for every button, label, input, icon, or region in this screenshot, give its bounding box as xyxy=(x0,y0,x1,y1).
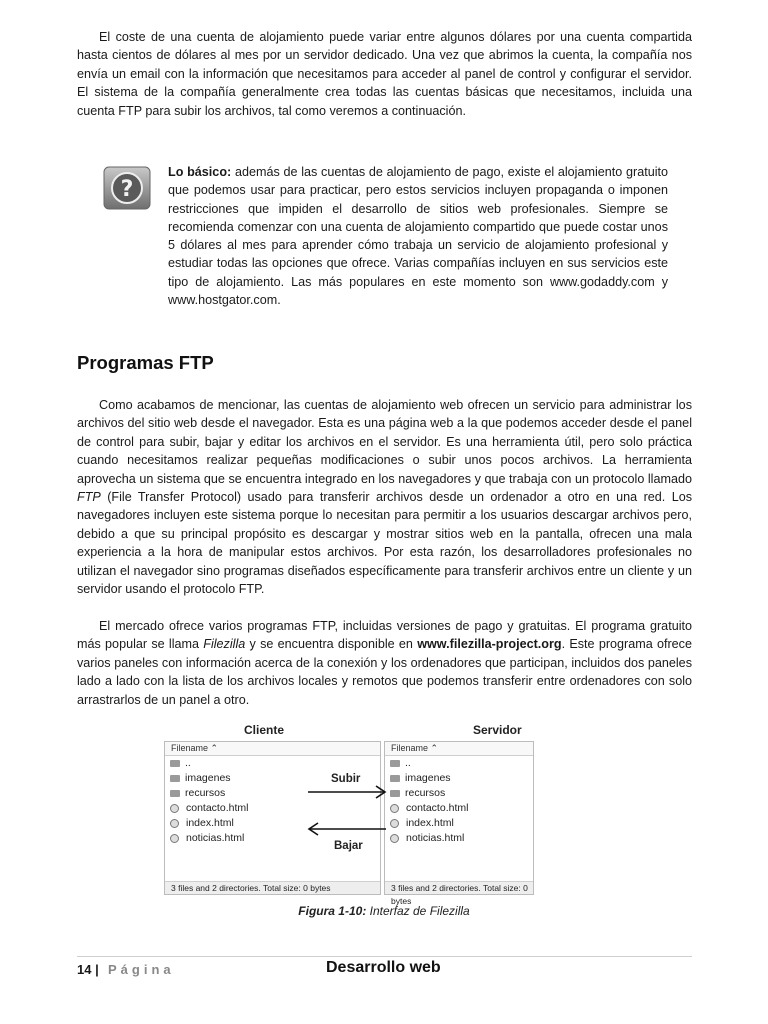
svg-text:?: ? xyxy=(120,177,134,202)
filezilla-link[interactable]: www.filezilla-project.org xyxy=(417,637,562,652)
folder-icon xyxy=(390,775,400,782)
figure-caption xyxy=(0,904,768,918)
client-file-name: noticias.html xyxy=(186,832,245,844)
server-file-name: noticias.html xyxy=(406,832,465,844)
client-file-name: .. xyxy=(185,757,191,769)
server-file-name: index.html xyxy=(406,817,454,829)
client-column-header[interactable]: Filename ⌃ xyxy=(165,742,380,756)
server-column-header[interactable]: Filename ⌃ xyxy=(385,742,533,756)
server-file-row[interactable] xyxy=(385,831,533,846)
server-file-name: contacto.html xyxy=(406,802,469,814)
server-file-name: .. xyxy=(405,757,411,769)
server-title: Servidor xyxy=(473,723,522,737)
server-file-row[interactable] xyxy=(385,801,533,816)
server-file-name: imagenes xyxy=(405,772,451,784)
file-icon xyxy=(390,834,399,843)
download-arrow-icon xyxy=(304,822,388,836)
file-icon xyxy=(390,819,399,828)
client-file-name: recursos xyxy=(185,787,226,799)
filezilla-term: Filezilla xyxy=(203,637,246,652)
folder-icon xyxy=(390,790,400,797)
client-file-name: index.html xyxy=(186,817,234,829)
ftp-term: FTP xyxy=(77,490,101,505)
folder-icon xyxy=(390,760,400,767)
client-status: 3 files and 2 directories. Total size: 0 bytes xyxy=(165,881,380,894)
server-file-name: recursos xyxy=(405,787,446,799)
paragraph2-text-c: . Este programa ofrece varios paneles con información acerca de la conexión y los ordenadores que participan, incluidos dos paneles lado a lado con la lista de los archivos locales y remotos que podemos transferir entre ordenadores con solo arrastrarlos de un panel a otro. xyxy=(77,637,692,707)
client-title: Cliente xyxy=(244,723,285,737)
upload-label: Subir xyxy=(331,773,361,785)
file-icon xyxy=(170,834,179,843)
page-number: 14 | xyxy=(77,962,99,977)
server-panel xyxy=(384,741,534,906)
intro-paragraph: El coste de una cuenta de alojamiento puede variar entre algunos dólares por una cuenta compartida hasta cientos de dólares al mes por un servidor dedicado. Una vez que abrimos la cuenta, la compañía nos envía un email con la información que necesitamos para acceder al panel de control y configurar el servidor. El sistema de la compañía generalmente crea todas las cuentas básicas que necesitamos, incluida una cuenta FTP para subir los archivos, tal como veremos a continuación. xyxy=(77,30,692,118)
file-icon xyxy=(170,819,179,828)
paragraph-filezilla xyxy=(77,617,692,709)
server-file-row[interactable] xyxy=(385,771,533,786)
server-file-row[interactable] xyxy=(385,786,533,801)
folder-icon xyxy=(170,760,180,767)
file-icon xyxy=(170,804,179,813)
client-panel xyxy=(164,741,381,895)
paragraph-ftp-intro xyxy=(77,396,692,598)
paragraph2-text-b: y se encuentra disponible en xyxy=(245,637,418,652)
client-file-name: contacto.html xyxy=(186,802,249,814)
server-status: 3 files and 2 directories. Total size: 0 bytes xyxy=(385,881,533,894)
server-file-row[interactable] xyxy=(385,756,533,771)
caption-text: Interfaz de Filezilla xyxy=(369,904,470,918)
caption-label: Figura 1-10: xyxy=(298,904,367,918)
folder-icon xyxy=(170,790,180,797)
client-file-name: imagenes xyxy=(185,772,231,784)
page-word: Página xyxy=(108,962,175,977)
server-file-list xyxy=(385,756,533,846)
server-file-row[interactable] xyxy=(385,816,533,831)
paragraph2-text-a: El mercado ofrece varios programas FTP, incluidas versiones de pago y gratuitas. El programa gratuito más popular se llama xyxy=(77,619,692,652)
upload-arrow-icon xyxy=(306,785,390,799)
note-box xyxy=(168,163,668,309)
footer-divider xyxy=(77,956,692,957)
client-file-row[interactable] xyxy=(165,756,380,771)
question-icon xyxy=(103,166,151,210)
client-file-row[interactable] xyxy=(165,801,380,816)
filezilla-figure xyxy=(164,723,532,906)
running-title: Desarrollo web xyxy=(326,959,441,976)
note-text: además de las cuentas de alojamiento de pago, existe el alojamiento gratuito que podemos usar para practicar, pero estos servicios incluyen propaganda o imponen restricciones que impiden el desarrollo de sitios web profesionales. Siempre se recomienda comenzar con una cuenta de alojamiento compartido que puede costar unos 5 dólares al mes para aprender cómo trabaja un servicio de alojamiento profesional y estudiar todas las opciones que ofrece. Varias compañías incluyen en sus servicios este tipo de alojamiento. Las más populares en este momento son www.godaddy.com y www.hostgator.com. xyxy=(168,165,668,308)
paragraph1-text-b: (File Transfer Protocol) usado para transferir archivos desde un ordenador a otro en una red. Los navegadores incluyen este sistema porque lo necesitan para permitir a los usuarios descargar archivos pero, debido a que su principal propósito es descargar y mostrar sitios web en la pantalla, ofrecen una mala experiencia a la hora de manipular estos archivos. Por esta razón, los desarrolladores profesionales no utilizan el navegador sino programas diseñados específicamente para transferir archivos entre un cliente y un servidor usando el protocolo FTP. xyxy=(77,490,692,597)
section-title: Programas FTP xyxy=(77,352,214,373)
paragraph1-text-a: Como acabamos de mencionar, las cuentas de alojamiento web ofrecen un servicio para administrar los archivos del sitio web desde el navegador. Esta es una página web a la que podemos acceder desde el panel de control para subir, bajar y editar los archivos en el servidor. Es una herramienta útil, pero solo práctica cuando necesitamos realizar pequeñas modificaciones o subir unos pocos archivos. La herramienta aprovecha un sistema que se encuentra integrado en los navegadores y que trabaja con un protocolo llamado xyxy=(77,398,692,486)
download-label: Bajar xyxy=(334,840,363,852)
file-icon xyxy=(390,804,399,813)
note-label: Lo básico: xyxy=(168,165,232,179)
folder-icon xyxy=(170,775,180,782)
